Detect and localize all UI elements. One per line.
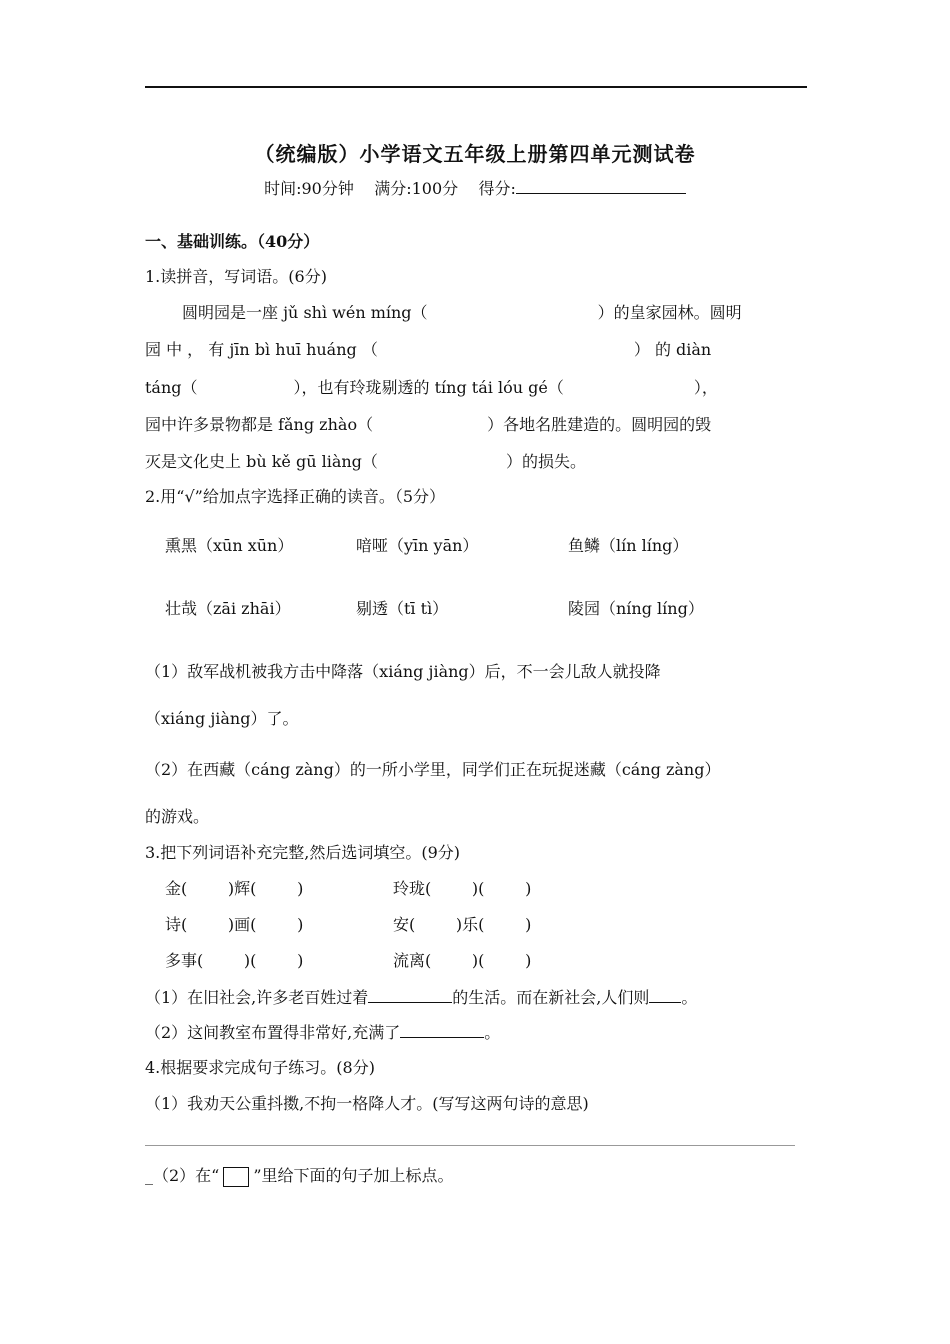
q2-item[interactable]: 剔透（tī tì） bbox=[356, 599, 449, 618]
q2-heading: 2.用“√”给加点字选择正确的读音。（5分） bbox=[145, 487, 446, 506]
page-title: （统编版）小学语文五年级上册第四单元测试卷 bbox=[254, 142, 696, 166]
q1-line-2 bbox=[145, 337, 711, 360]
q3-fill-2 bbox=[145, 1020, 500, 1043]
q4-text: _（2）在“ bbox=[145, 1166, 220, 1185]
q3-word[interactable]: 流离( )( ) bbox=[393, 951, 532, 970]
q1-line-3 bbox=[145, 375, 718, 398]
q3-word[interactable]: 玲珑( )( ) bbox=[393, 879, 532, 898]
time-label: 时间:90分钟 bbox=[264, 179, 354, 198]
q1-line-1 bbox=[182, 300, 742, 323]
q4-sentence-1: （1）我劝天公重抖擞,不拘一格降人才。(写写这两句诗的意思) bbox=[145, 1094, 589, 1113]
q3-word[interactable]: 安( )乐( ) bbox=[393, 915, 532, 934]
q1-line-4 bbox=[145, 412, 711, 435]
q3-text: （1）在旧社会,许多老百姓过着 bbox=[145, 988, 369, 1007]
q3-fill-1 bbox=[145, 985, 697, 1008]
top-rule bbox=[145, 86, 807, 88]
q4-heading: 4.根据要求完成句子练习。(8分) bbox=[145, 1058, 375, 1077]
q3-text: 的生活。而在新社会,人们则 bbox=[452, 988, 650, 1007]
q1-text: ）， bbox=[693, 378, 718, 397]
q1-text: táng（ bbox=[145, 378, 198, 397]
q1-text: ） 的 diàn bbox=[633, 340, 712, 359]
full-score-label: 满分:100分 bbox=[374, 179, 459, 198]
q1-text: ）各地名胜建造的。圆明园的毁 bbox=[487, 415, 712, 434]
q3-word[interactable]: 诗( )画( ) bbox=[165, 915, 304, 934]
q2-sentence-2a: （2）在西藏（cáng zàng）的一所小学里，同学们正在玩捉迷藏（cáng zàng） bbox=[145, 760, 721, 779]
section-1-heading: 一、基础训练。（40分） bbox=[145, 232, 320, 251]
q2-item[interactable]: 喑哑（yīn yān） bbox=[356, 536, 479, 555]
q2-sentence-1b: （xiáng jiàng）了。 bbox=[145, 709, 299, 728]
score-label: 得分: bbox=[478, 179, 516, 198]
answer-blank[interactable] bbox=[368, 988, 452, 1003]
q3-heading: 3.把下列词语补充完整,然后选词填空。(9分) bbox=[145, 843, 461, 862]
q1-text: ），也有玲珑剔透的 tíng tái lóu gé（ bbox=[293, 378, 564, 397]
q3-text: 。 bbox=[681, 988, 698, 1007]
q3-word[interactable]: 金( )辉( ) bbox=[165, 879, 304, 898]
exam-meta bbox=[0, 176, 950, 199]
q1-text: ）的损失。 bbox=[505, 452, 586, 471]
answer-line[interactable] bbox=[145, 1145, 795, 1146]
q1-text: ）的皇家园林。圆明 bbox=[597, 303, 742, 322]
answer-blank[interactable] bbox=[649, 988, 681, 1003]
q2-item[interactable]: 熏黑（xūn xūn） bbox=[165, 536, 294, 555]
q1-text: 灭是文化史上 bù kě gū liàng（ bbox=[145, 452, 378, 471]
punctuation-box[interactable] bbox=[223, 1167, 249, 1187]
q4-text: ”里给下面的句子加上标点。 bbox=[253, 1166, 454, 1185]
q2-sentence-1a: （1）敌军战机被我方击中降落（xiáng jiàng）后，不一会儿敌人就投降 bbox=[145, 662, 661, 681]
q4-sentence-2 bbox=[145, 1163, 454, 1187]
answer-blank[interactable] bbox=[400, 1023, 484, 1038]
q1-text: 园 中 ， 有 jīn bì huī huáng （ bbox=[145, 340, 378, 359]
q2-item[interactable]: 鱼鳞（lín líng） bbox=[568, 536, 689, 555]
q1-line-5 bbox=[145, 449, 586, 472]
score-blank[interactable] bbox=[516, 179, 686, 194]
q2-sentence-2b: 的游戏。 bbox=[145, 807, 210, 826]
q1-text: 圆明园是一座 jǔ shì wén míng（ bbox=[182, 303, 428, 322]
q2-item[interactable]: 陵园（níng líng） bbox=[568, 599, 704, 618]
q2-item[interactable]: 壮哉（zāi zhāi） bbox=[165, 599, 291, 618]
q3-word[interactable]: 多事( )( ) bbox=[165, 951, 304, 970]
q3-text: 。 bbox=[484, 1023, 501, 1042]
q1-heading: 1.读拼音，写词语。(6分) bbox=[145, 267, 327, 286]
q1-text: 园中许多景物都是 fǎng zhào（ bbox=[145, 415, 374, 434]
q3-text: （2）这间教室布置得非常好,充满了 bbox=[145, 1023, 401, 1042]
